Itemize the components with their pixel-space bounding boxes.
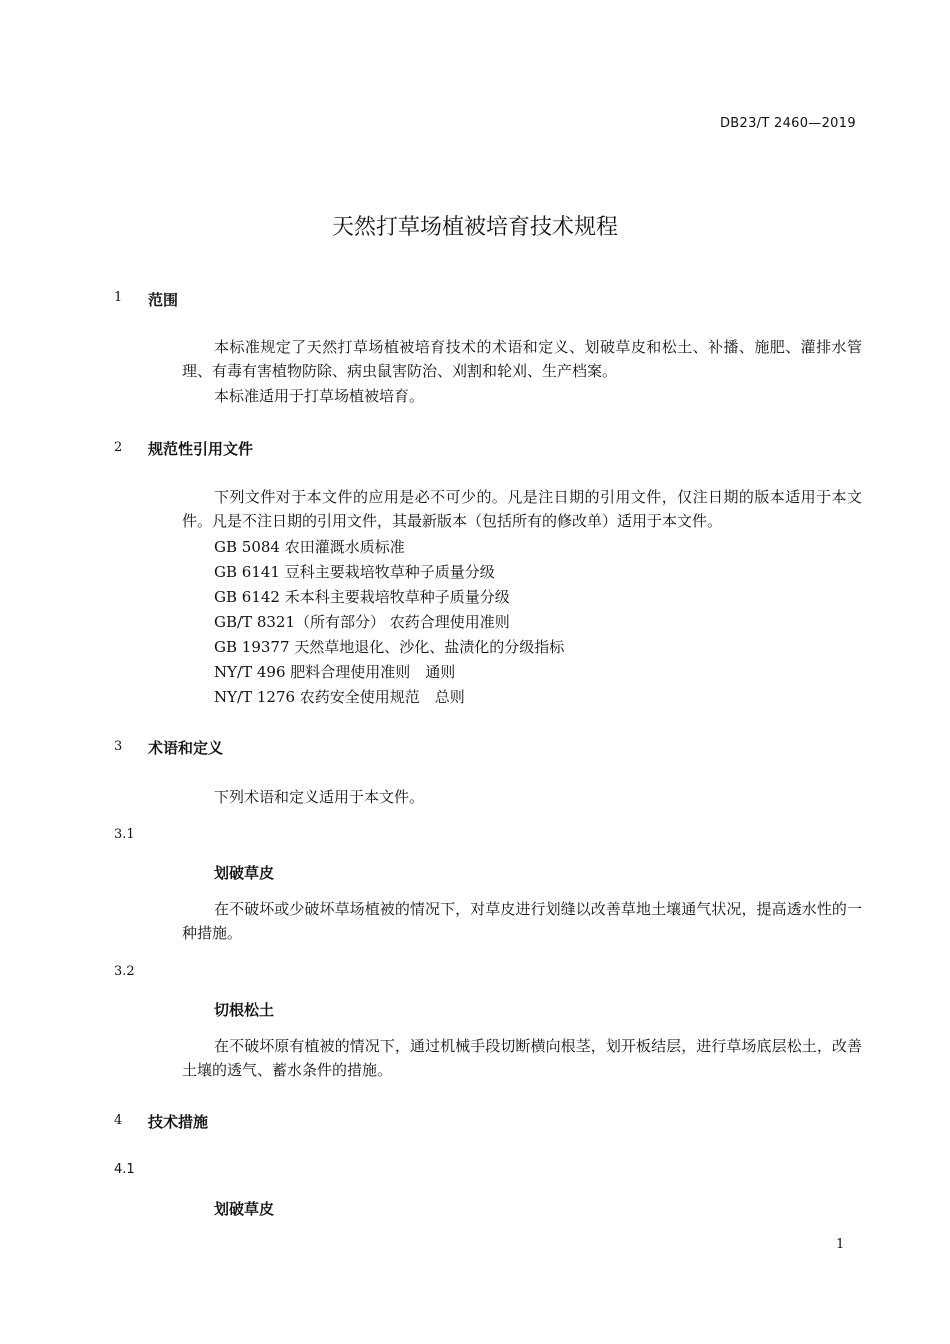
- subsection-4-1-heading: 划破草皮: [214, 1200, 275, 1218]
- section-3-intro: 下列术语和定义适用于本文件。: [214, 788, 425, 806]
- reference-item: GB 5084 农田灌溉水质标准: [214, 538, 405, 556]
- subsection-4-1-number: 4.1: [114, 1162, 135, 1177]
- section-1-number: 1: [114, 290, 123, 305]
- section-1-paragraph-2: 本标准适用于打草场植被培育。: [214, 387, 425, 405]
- term-3-2-name: 切根松土: [214, 1001, 275, 1019]
- section-3-number: 3: [114, 739, 123, 754]
- term-3-2-definition: 在不破坏原有植被的情况下，通过机械手段切断横向根茎，划开板结层，进行草场底层松土，改善土壤的透气、蓄水条件的措施。: [182, 1037, 862, 1079]
- section-3-heading: 术语和定义: [148, 739, 224, 757]
- page-number: 1: [836, 1237, 845, 1252]
- reference-item: NY/T 1276 农药安全使用规范 总则: [214, 688, 465, 706]
- term-3-1-definition: 在不破坏或少破坏草场植被的情况下，对草皮进行划缝以改善草地土壤通气状况，提高透水性的一种措施。: [182, 900, 862, 942]
- term-3-1-name: 划破草皮: [214, 864, 275, 882]
- section-2-number: 2: [114, 440, 123, 455]
- section-1-heading: 范围: [148, 291, 179, 309]
- reference-item: GB 6141 豆科主要栽培牧草种子质量分级: [214, 563, 495, 581]
- term-3-1-number: 3.1: [114, 827, 135, 842]
- section-4-number: 4: [114, 1113, 123, 1128]
- section-1-paragraph-1: 本标准规定了天然打草场植被培育技术的术语和定义、划破草皮和松土、补播、施肥、灌排水管理、有毒有害植物防除、病虫鼠害防治、刈割和轮刈、生产档案。: [182, 338, 862, 380]
- reference-item: NY/T 496 肥料合理使用准则 通则: [214, 663, 456, 681]
- reference-item: GB/T 8321（所有部分） 农药合理使用准则: [214, 613, 510, 631]
- section-4-heading: 技术措施: [148, 1113, 209, 1131]
- section-2-intro: 下列文件对于本文件的应用是必不可少的。凡是注日期的引用文件，仅注日期的版本适用于本文件。凡是不注日期的引用文件，其最新版本（包括所有的修改单）适用于本文件。: [182, 488, 862, 530]
- reference-item: GB 19377 天然草地退化、沙化、盐渍化的分级指标: [214, 638, 565, 656]
- page-title: 天然打草场植被培育技术规程: [331, 215, 618, 240]
- document-code: DB23/T 2460—2019: [720, 116, 856, 131]
- section-2-heading: 规范性引用文件: [148, 440, 254, 458]
- reference-item: GB 6142 禾本科主要栽培牧草种子质量分级: [214, 588, 510, 606]
- term-3-2-number: 3.2: [114, 964, 135, 979]
